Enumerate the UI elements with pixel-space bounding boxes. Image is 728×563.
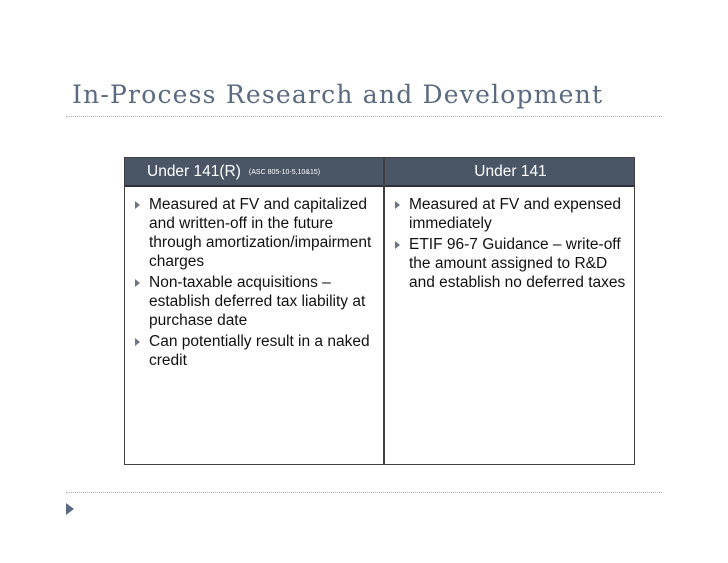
list-item	[393, 195, 629, 233]
list-item	[133, 273, 381, 330]
column-divider	[383, 158, 385, 464]
triangle-bullet-icon	[135, 201, 140, 209]
triangle-bullet-icon	[135, 279, 140, 287]
footer-divider	[66, 492, 662, 493]
header-under-141: Under 141	[474, 163, 547, 180]
list-item-text: ETIF 96-7 Guidance – write-off the amount assigned to R&D and establish no deferred taxes	[409, 236, 626, 291]
table-header-row	[125, 158, 634, 187]
header-under-141r-reference: (ASC 805-10-5,10&15)	[248, 169, 321, 176]
list-item	[133, 332, 381, 370]
list-item	[393, 235, 629, 292]
triangle-bullet-icon	[395, 201, 400, 209]
header-under-141r	[147, 158, 320, 185]
triangle-arrow-icon	[66, 503, 74, 515]
list-item-text: Measured at FV and expensed immediately	[409, 196, 621, 232]
triangle-bullet-icon	[395, 241, 400, 249]
comparison-table	[124, 157, 635, 465]
list-item-text: Can potentially result in a naked credit	[149, 333, 370, 369]
list-item-text: Non-taxable acquisitions – establish deferred tax liability at purchase date	[149, 274, 366, 329]
list-item-text: Measured at FV and capitalized and written-off in the future through amortization/impairment charges	[149, 196, 372, 270]
triangle-bullet-icon	[135, 338, 140, 346]
list-item	[133, 195, 381, 271]
header-under-141r-label: Under 141(R)	[147, 163, 241, 180]
page-title: In-Process Research and Development	[72, 80, 604, 109]
under-141r-list	[133, 195, 381, 372]
title-divider	[66, 116, 662, 117]
under-141-list	[393, 195, 629, 294]
